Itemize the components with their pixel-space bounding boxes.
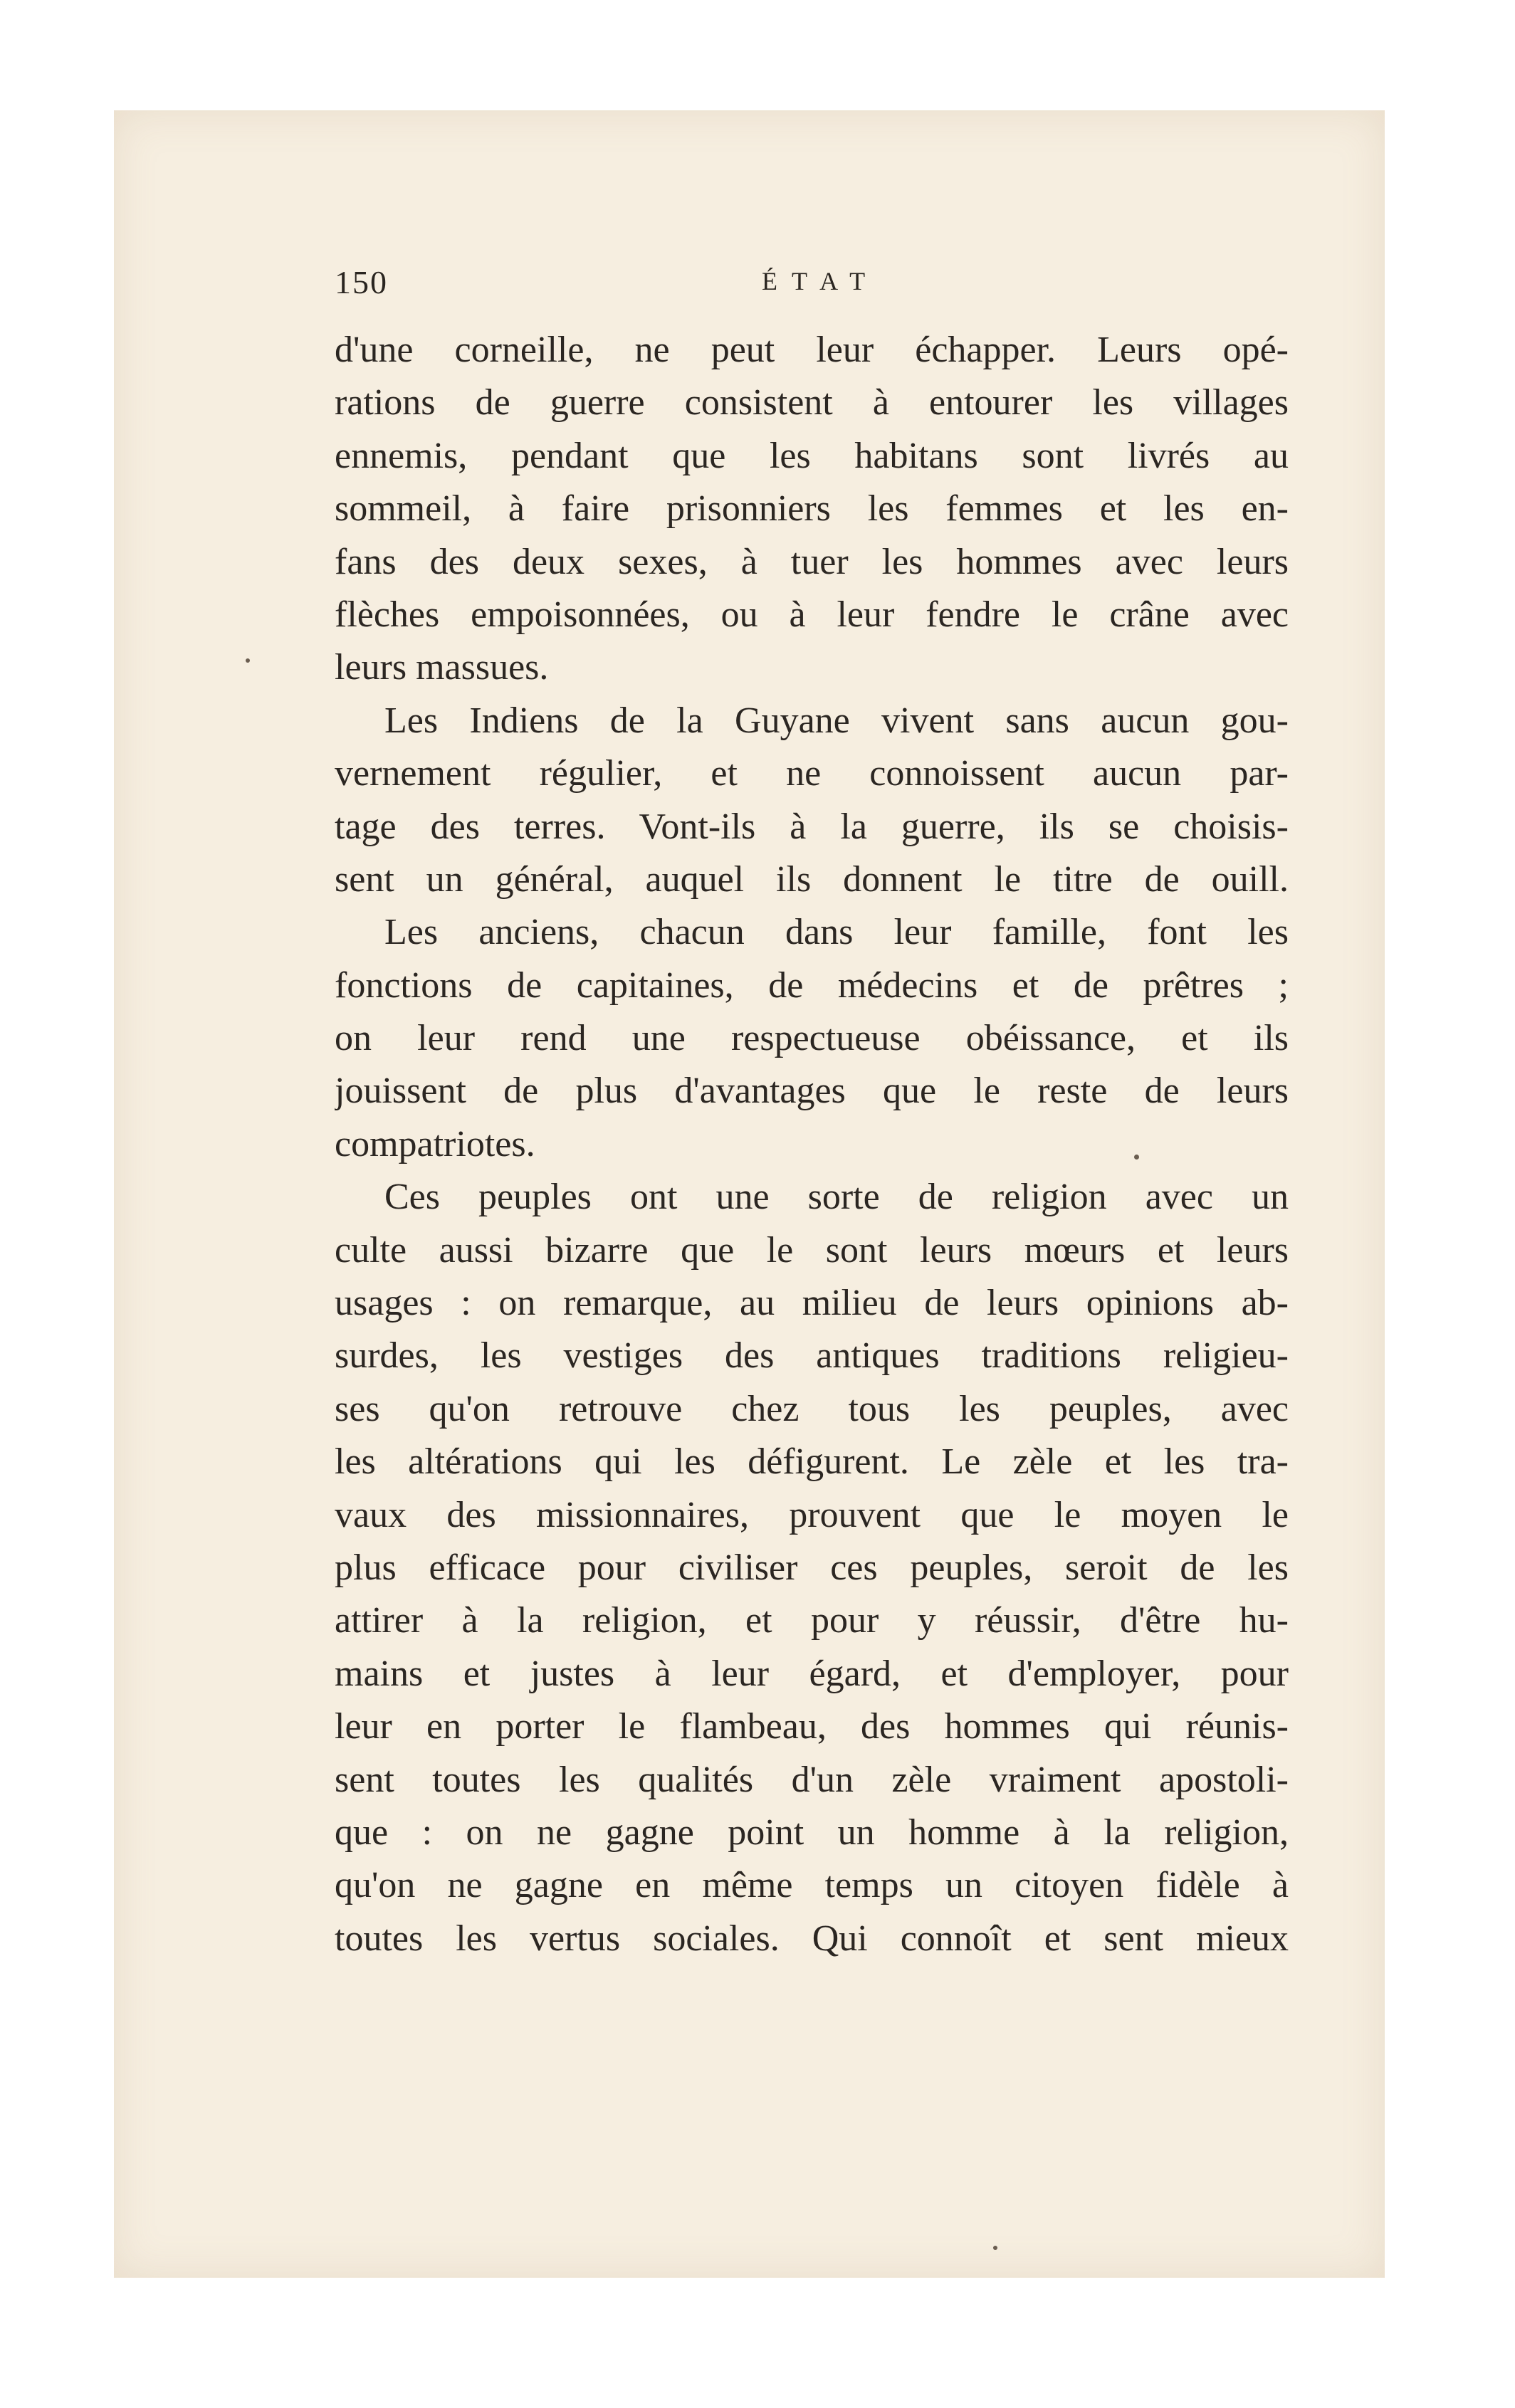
text-line: Les Indiens de la Guyane vivent sans aucun gou- [384,700,1289,741]
text-line: vernement régulier, et ne connoissent aucun par- [335,753,1289,794]
running-title: ÉTAT [762,267,880,295]
text-line: fonctions de capitaines, de médecins et de prêtres ; [335,964,1289,1006]
page-header [335,263,1296,306]
text-line: leurs massues. [335,647,549,688]
text-line: usages : on remarque, au milieu de leurs opinions ab- [335,1283,1289,1324]
text-line: flèches empoisonnées, ou à leur fendre le crâne avec [335,594,1289,635]
text-line: culte aussi bizarre que le sont leurs mœurs et leurs [335,1229,1289,1271]
text-line: ses qu'on retrouve chez tous les peuples, avec [335,1388,1289,1429]
paper-speck [993,2246,997,2250]
text-line: compatriotes. [335,1123,535,1164]
body-text [335,324,1289,1965]
text-line: toutes les vertus sociales. Qui connoît et sent mieux [335,1918,1289,1959]
text-line: surdes, les vestiges des antiques traditions religieu- [335,1335,1289,1377]
text-line: ennemis, pendant que les habitans sont livrés au [335,435,1289,476]
text-line: qu'on ne gagne en même temps un citoyen fidèle à [335,1865,1289,1906]
text-line: leur en porter le flambeau, des hommes qui réunis- [335,1706,1289,1747]
text-line: on leur rend une respectueuse obéissance, et ils [335,1018,1289,1059]
text-line: sent un général, auquel ils donnent le titre de ouill. [335,858,1289,900]
text-line: rations de guerre consistent à entourer les villages [335,382,1289,424]
text-line: que : on ne gagne point un homme à la religion, [335,1812,1289,1853]
text-line: Ces peuples ont une sorte de religion avec un [384,1177,1289,1218]
text-line: Les anciens, chacun dans leur famille, font les [384,912,1289,953]
text-line: les altérations qui les défigurent. Le zèle et les tra- [335,1441,1289,1483]
text-line: mains et justes à leur égard, et d'employer, pour [335,1653,1289,1694]
text-line: d'une corneille, ne peut leur échapper. Leurs opé- [335,330,1289,370]
text-line: plus efficace pour civiliser ces peuples, seroit de les [335,1547,1289,1588]
text-line: attirer à la religion, et pour y réussir, d'être hu- [335,1600,1289,1641]
text-line: sent toutes les qualités d'un zèle vraiment apostoli- [335,1759,1289,1800]
text-line: sommeil, à faire prisonniers les femmes et les en- [335,488,1289,530]
text-line: tage des terres. Vont-ils à la guerre, ils se choisis- [335,806,1289,847]
text-line: jouissent de plus d'avantages que le reste de leurs [335,1071,1289,1112]
text-line: vaux des missionnaires, prouvent que le moyen le [335,1494,1289,1535]
page-number: 150 [335,264,388,300]
paper-speck [246,658,250,663]
text-line: fans des deux sexes, à tuer les hommes avec leurs [335,541,1289,582]
paper-speck [1134,1155,1139,1160]
